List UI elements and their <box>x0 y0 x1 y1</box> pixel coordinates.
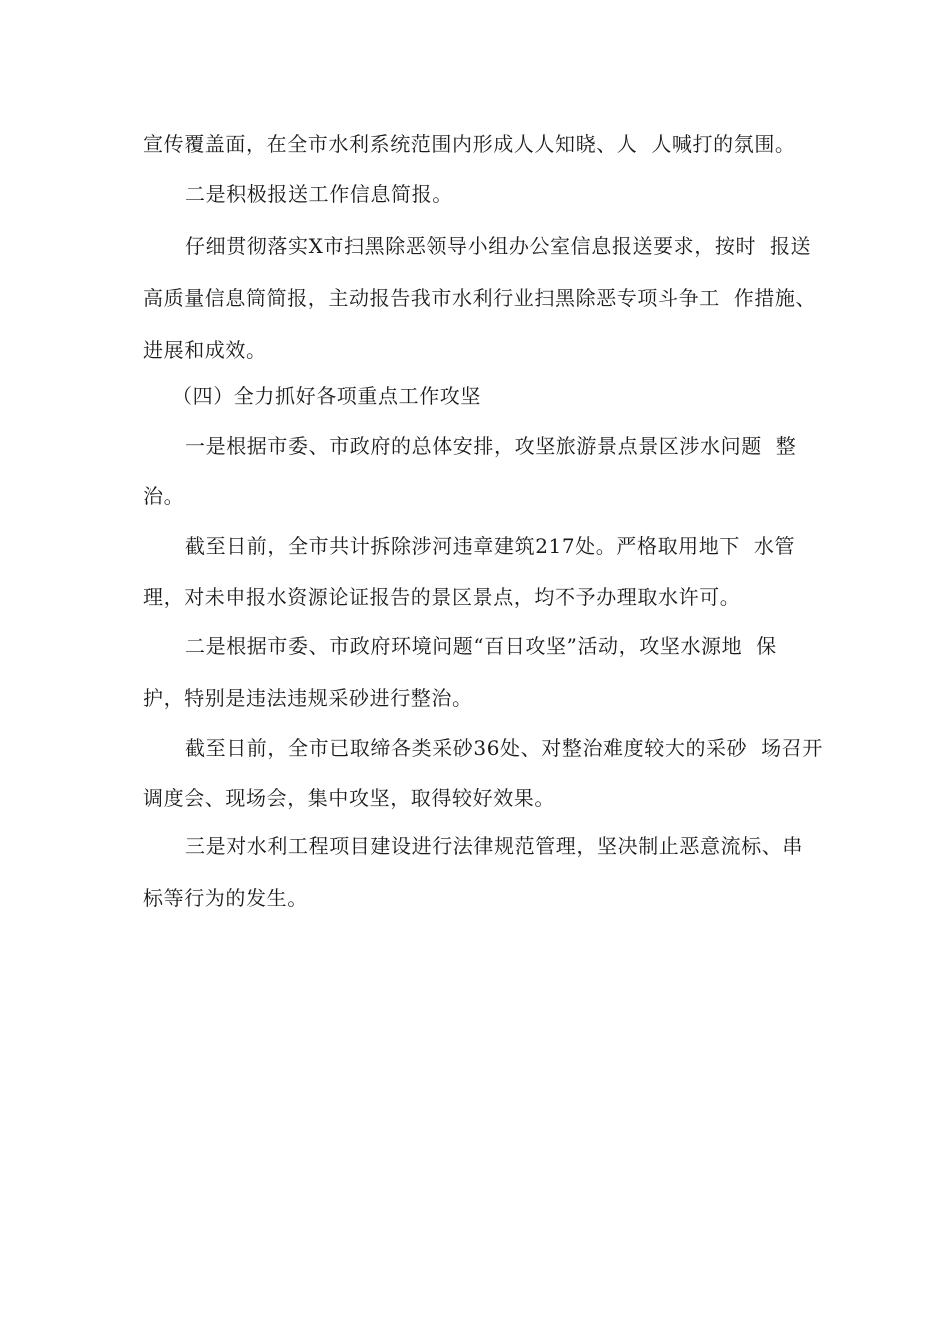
section-heading: （四）全力抓好各项重点工作攻坚 <box>172 384 481 408</box>
body-text-line: 理，对未申报水资源论证报告的景区景点，均不予办理取水许可。 <box>143 585 741 609</box>
body-text-line: 一是根据市委、市政府的总体安排，攻坚旅游景点景区涉水问题 整 <box>185 434 797 458</box>
body-text-line: 二是根据市委、市政府环境问题“百日攻坚”活动，攻坚水源地 保 <box>185 634 777 658</box>
body-text-line: 三是对水利工程项目建设进行法律规范管理，坚决制止恶意流标、串 <box>185 834 803 858</box>
paragraph-heading: 二是积极报送工作信息简报。 <box>185 182 453 206</box>
body-text-line: 治。 <box>143 484 185 508</box>
body-text-line: 护，特别是违法违规采砂进行整治。 <box>143 686 473 710</box>
body-text-line: 仔细贯彻落实X市扫黑除恶领导小组办公室信息报送要求，按时 报送 <box>185 234 812 258</box>
body-text-line: 标等行为的发生。 <box>143 886 308 910</box>
body-text-line: 宣传覆盖面，在全市水利系统范围内形成人人知晓、人 人喊打的氛围。 <box>143 132 796 156</box>
body-text-line: 调度会、现场会，集中攻坚，取得较好效果。 <box>143 786 555 810</box>
body-text-line: 截至日前，全市共计拆除涉河违章建筑217处。严格取用地下 水管 <box>185 534 796 558</box>
body-text-line: 截至日前，全市已取缔各类采砂36处、对整治难度较大的采砂 场召开 <box>185 736 823 760</box>
body-text-line: 高质量信息筒简报，主动报告我市水利行业扫黑除恶专项斗争工 作措施、 <box>143 286 817 310</box>
body-text-line: 进展和成效。 <box>143 338 267 362</box>
